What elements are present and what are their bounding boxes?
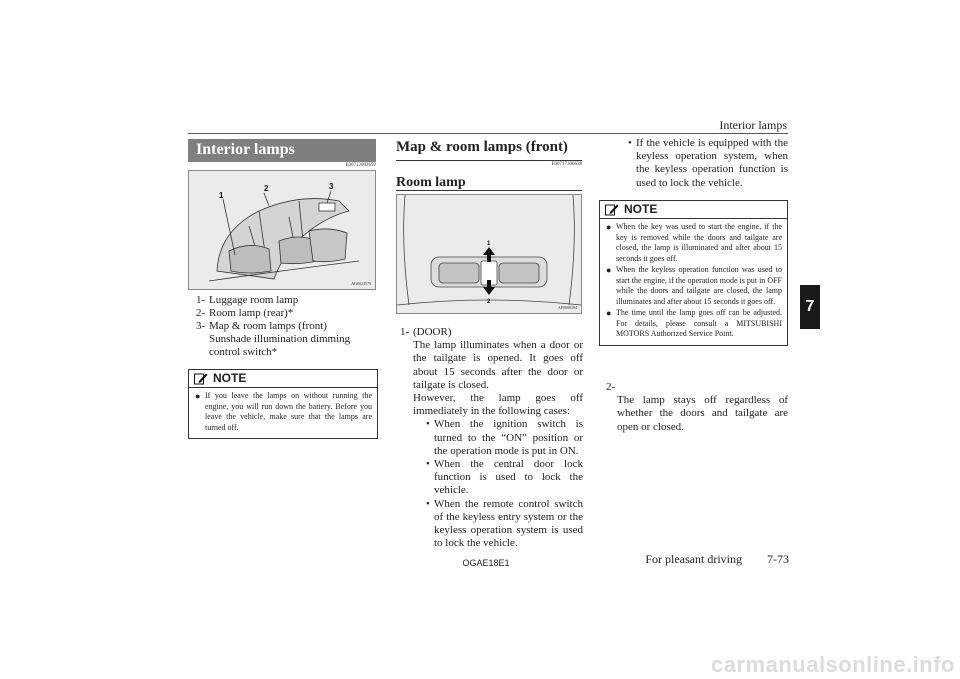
list-item: • When the remote control switch of the keyless entry system or the keyless operation system is used to lock the vehicle. [426,497,583,550]
room-lamp-door-description [400,326,583,550]
car-interior-illustration [189,171,375,289]
item-door-label: 1- (DOOR) [400,326,452,338]
list-item: • When the central door lock function is used to lock the vehicle. [426,458,583,497]
note-header: NOTE [600,201,787,219]
footer-section: For pleasant driving [645,552,742,566]
note-body [189,388,377,438]
section-code: E00712002692 [345,163,376,168]
interior-lamps-figure [188,170,376,290]
note-header: NOTE [189,370,377,388]
bullet-icon: ● [606,308,612,318]
list-item: • If the vehicle is equipped with the keyless operation system, when the keyless operation function is used to lock the vehicle. [628,137,788,189]
room-lamp-off-description [606,381,788,434]
bullet-icon: • [426,497,430,510]
room-lamp-illustration [397,195,581,313]
bullet-icon: ● [606,222,612,232]
legend-subitem: Sunshade illumination dimming control switch* [209,333,351,358]
figure-legend [196,294,376,359]
note-item: ● If you leave the lamps on without running the engine, you will run down the battery. Before you leave the vehicle, make sure that the lamps are turned off. [195,391,372,432]
item-door-text: The lamp illuminates when a door or the tailgate is opened. It goes off about 15 seconds after the door or tailgate is closed. [413,339,583,391]
bullet-icon: • [426,418,430,431]
note-item: ● When the key was used to start the engine, if the key is removed while the doors and tailgate are closed, the lamp is illuminated and after about 15 seconds it goes off. [606,222,782,263]
keyless-lock-bullet [628,137,788,190]
bullet-icon: • [426,458,430,471]
item-off-number: 2- [606,381,616,393]
note-item: ● The time until the lamp goes off can be adjusted. For details, please consult a MITSUBISHI MOTORS Authorized Service Point. [606,308,782,338]
header-rule [188,133,788,134]
subsection-title-room-lamp: Room lamp [396,175,582,191]
section-code: E00717300638 [551,162,582,167]
chapter-tab: 7 [800,285,820,329]
note-pencil-icon [605,203,619,216]
figure-callout-3: 3 [329,182,334,191]
note-body [600,219,787,345]
bullet-icon: • [628,137,632,149]
footer-doc-code: OGAE18E1 [462,558,510,568]
figure-id: AF0008184 [557,305,577,310]
figure-callout-2: 2 [264,184,269,193]
legend-item: 2- Room lamp (rear)* [196,307,294,319]
legend-item: 3- Map & room lamps (front) [196,320,327,332]
bullet-icon: ● [606,265,612,275]
legend-item: 1- Luggage room lamp [196,294,299,306]
item-off-text: The lamp stays off regardless of whether the doors and tailgate are open or closed. [617,394,788,433]
note-pencil-icon [194,372,208,385]
figure-callout-2: 2 [487,299,491,305]
note-item: ● When the keyless operation function was used to start the engine, if the operation mode is put in OFF while the doors and tailgate are closed, the lamp illuminates and after about 15 seconds it goes off. [606,265,782,306]
figure-callout-1: 1 [219,191,224,200]
page-number: 7-73 [767,552,789,566]
bullet-icon: ● [195,391,201,401]
watermark: carmanualsonline.info [711,652,955,677]
running-header: Interior lamps [719,118,787,132]
note-box-battery [188,369,378,439]
list-item: • When the ignition switch is turned to the “ON” position or the operation mode is put in ON. [426,418,583,457]
section-title-map-room-lamps: Map & room lamps (front) [396,139,582,161]
note-box-keyless [599,200,788,346]
section-title-interior-lamps: Interior lamps [188,139,376,162]
figure-callout-1: 1 [487,241,491,247]
item-door-text-2: However, the lamp goes off immediately in the following cases: [413,392,583,418]
room-lamp-figure [396,194,582,314]
figure-id: AG0023579 [351,281,371,286]
